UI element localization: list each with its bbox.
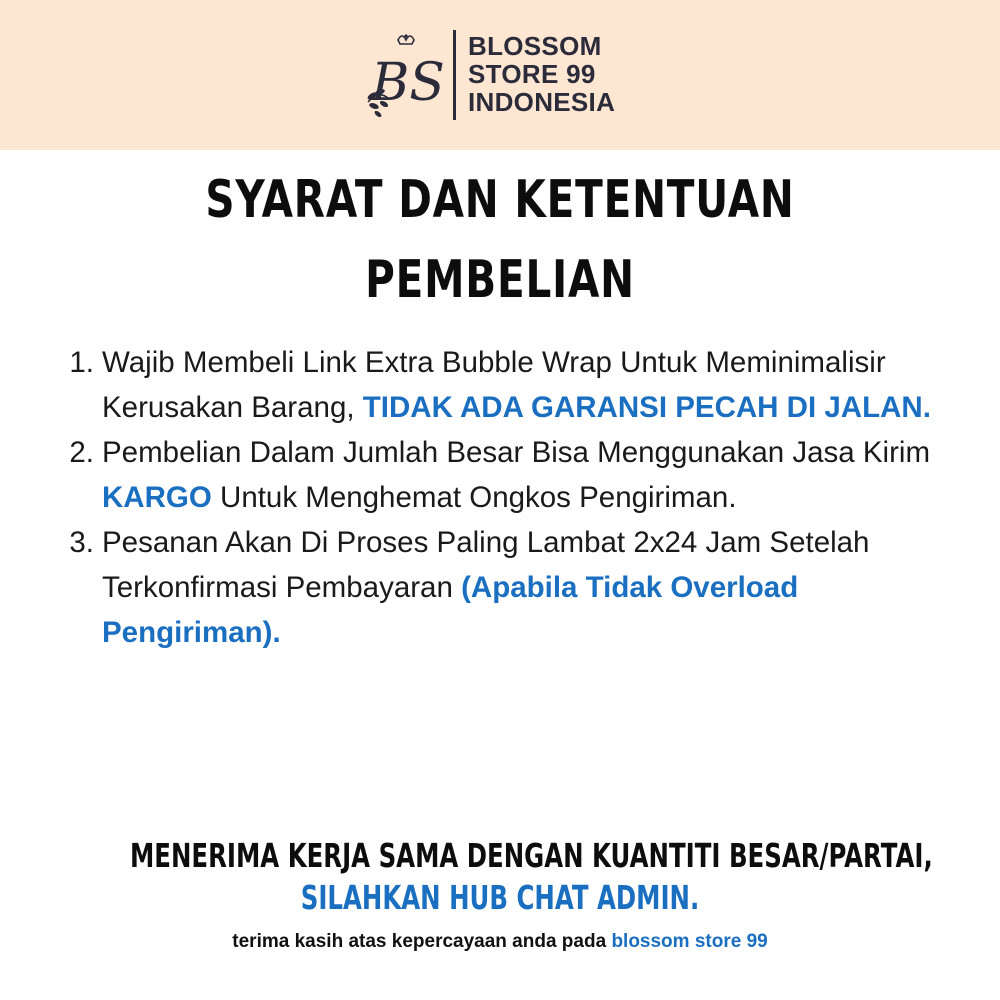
- contact-admin-cta: SILAHKAN HUB CHAT ADMIN.: [300, 878, 700, 917]
- brand-line-3: INDONESIA: [468, 87, 616, 117]
- term-text: Wajib Membeli Link Extra Bubble Wrap Untuk Meminimalisir Kerusakan Barang,: [102, 346, 886, 424]
- thanks-brand: blossom store 99: [611, 931, 768, 952]
- thanks-note: [0, 928, 1000, 956]
- term-highlight: KARGO: [102, 481, 212, 514]
- term-number: 2.: [69, 436, 94, 469]
- logo-divider: [453, 30, 456, 120]
- header-banner: [0, 0, 1000, 150]
- term-item-2: [58, 430, 958, 520]
- term-number: 1.: [69, 346, 94, 379]
- term-after: Untuk Menghemat Ongkos Pengiriman.: [211, 481, 737, 514]
- thanks-prefix: terima kasih atas kepercayaan anda pada: [232, 931, 612, 952]
- brand-name: [468, 32, 615, 116]
- brand-line-1: BLOSSOM: [468, 31, 602, 61]
- term-text: Pesanan Akan Di Proses Paling Lambat 2x24 Jam Setelah Terkonfirmasi Pembayaran: [102, 526, 870, 604]
- term-highlight: TIDAK ADA GARANSI PECAH DI JALAN.: [362, 391, 931, 424]
- term-item-1: [58, 340, 958, 430]
- page-title: SYARAT DAN KETENTUAN PEMBELIAN: [205, 170, 795, 310]
- term-text: Pembelian Dalam Jumlah Besar Bisa Menggunakan Jasa Kirim: [102, 436, 931, 469]
- terms-list: [58, 340, 958, 655]
- term-item-3: [58, 520, 958, 655]
- logo-monogram: BS: [371, 53, 445, 113]
- brand-line-2: STORE 99: [468, 59, 596, 89]
- term-highlight: (Apabila Tidak Overload Pengiriman).: [102, 571, 799, 649]
- term-number: 3.: [69, 526, 94, 559]
- partnership-notice: MENERIMA KERJA SAMA DENGAN KUANTITI BESAR/PARTAI,: [130, 836, 933, 875]
- brand-logo-icon: [362, 30, 450, 122]
